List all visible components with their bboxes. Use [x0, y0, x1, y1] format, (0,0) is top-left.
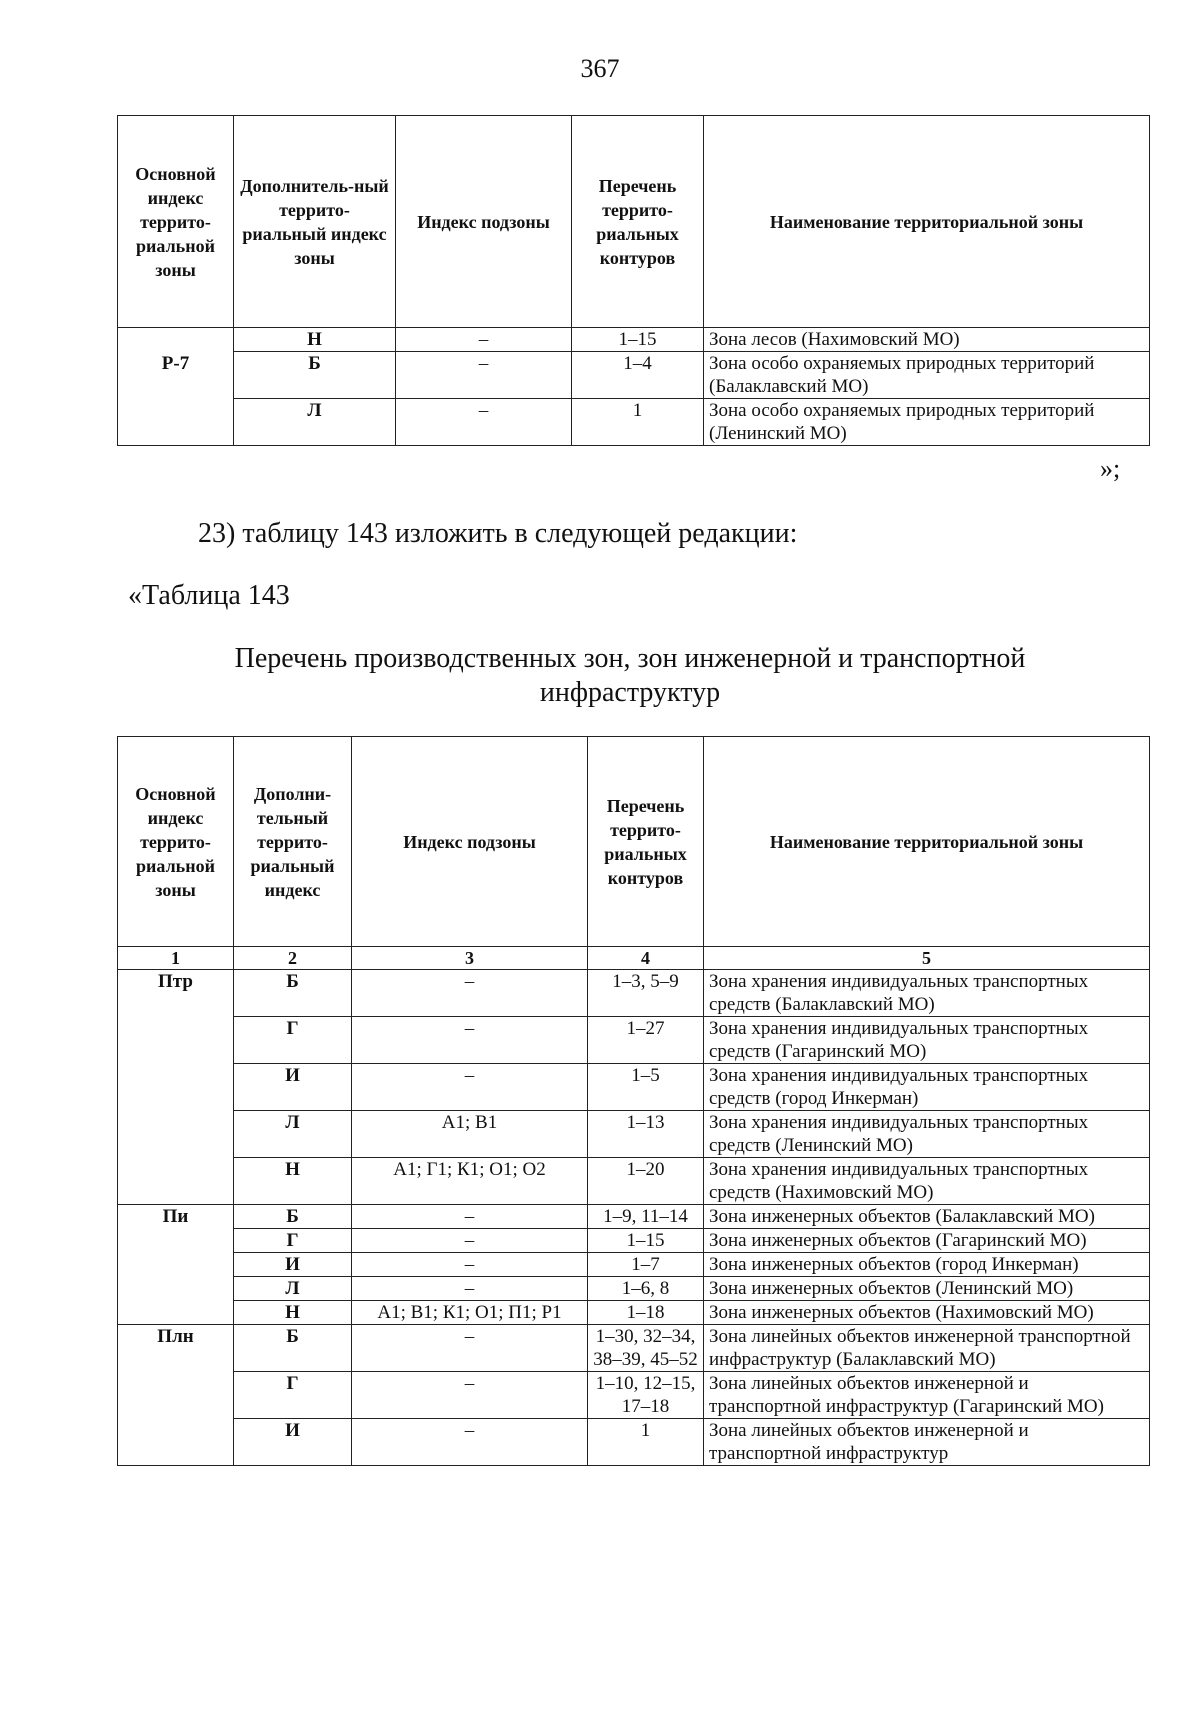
cell-zone-name: Зона инженерных объектов (город Инкерман): [704, 1253, 1150, 1277]
cell-add-index: Л: [234, 1277, 352, 1301]
cell-add-index: Н: [234, 328, 396, 352]
cell-subzone: А1; Г1; К1; О1; О2: [352, 1158, 588, 1205]
cell-main-index: [118, 328, 234, 352]
table-row: [118, 328, 1150, 352]
table-row: [118, 1277, 1150, 1301]
cell-zone-name: Зона хранения индивидуальных транспортных средств (Гагаринский МО): [704, 1017, 1150, 1064]
cell-subzone: –: [396, 352, 572, 399]
cell-subzone: –: [352, 1277, 588, 1301]
cell-contours: 1–4: [572, 352, 704, 399]
cell-add-index: И: [234, 1064, 352, 1111]
table-zones-r7: [117, 115, 1150, 446]
cell-contours: 1–13: [588, 1111, 704, 1158]
cell-add-index: Л: [234, 1111, 352, 1158]
table-143: [117, 736, 1150, 1466]
cell-main-index: Птр: [118, 970, 234, 1205]
cell-zone-name: Зона линейных объектов инженерной транспортной инфраструктур (Балаклавский МО): [704, 1325, 1150, 1372]
cell-subzone: –: [352, 1325, 588, 1372]
cell-contours: 1–15: [588, 1229, 704, 1253]
cell-add-index: Н: [234, 1158, 352, 1205]
cell-zone-name: Зона инженерных объектов (Ленинский МО): [704, 1277, 1150, 1301]
cell-contours: 1–15: [572, 328, 704, 352]
table-143-body: [118, 970, 1150, 1466]
table-row: [118, 1017, 1150, 1064]
cell-zone-name: Зона линейных объектов инженерной и транспортной инфраструктур: [704, 1419, 1150, 1466]
cell-subzone: –: [352, 1205, 588, 1229]
cell-add-index: Г: [234, 1372, 352, 1419]
cell-add-index: Г: [234, 1017, 352, 1064]
cell-zone-name: Зона инженерных объектов (Балаклавский МО): [704, 1205, 1150, 1229]
table-row: [118, 1064, 1150, 1111]
table-caption-line2: инфраструктур: [539, 677, 721, 708]
column-number-row: [118, 947, 1150, 970]
cell-contours: 1: [588, 1419, 704, 1466]
cell-main-index: Пи: [118, 1205, 234, 1325]
header-zone-name: Наименование территориальной зоны: [704, 737, 1150, 947]
cell-zone-name: Зона хранения индивидуальных транспортных средств (город Инкерман): [704, 1064, 1150, 1111]
cell-contours: 1–20: [588, 1158, 704, 1205]
header-main-index: Основной индекс террито-риальной зоны: [118, 116, 234, 328]
cell-add-index: И: [234, 1419, 352, 1466]
table-header-row: [118, 737, 1150, 947]
cell-subzone: –: [352, 1372, 588, 1419]
cell-contours: 1: [572, 399, 704, 446]
header-contours: Перечень террито-риальных контуров: [588, 737, 704, 947]
col-number: 1: [118, 947, 234, 970]
table-row: [118, 1158, 1150, 1205]
cell-subzone: –: [352, 970, 588, 1017]
cell-zone-name: Зона хранения индивидуальных транспортных средств (Нахимовский МО): [704, 1158, 1150, 1205]
header-main-index: Основной индекс террито-риальной зоны: [118, 737, 234, 947]
cell-contours: 1–30, 32–34, 38–39, 45–52: [588, 1325, 704, 1372]
cell-add-index: Б: [234, 1205, 352, 1229]
header-zone-name: Наименование территориальной зоны: [704, 116, 1150, 328]
col-number: 3: [352, 947, 588, 970]
table-row: [118, 1325, 1150, 1372]
col-number: 2: [234, 947, 352, 970]
cell-contours: 1–5: [588, 1064, 704, 1111]
page-number: 367: [580, 54, 620, 83]
header-subzone-index: Индекс подзоны: [352, 737, 588, 947]
cell-add-index: Б: [234, 352, 396, 399]
cell-main-index: [118, 399, 234, 446]
cell-zone-name: Зона инженерных объектов (Нахимовский МО): [704, 1301, 1150, 1325]
table-row: [118, 1229, 1150, 1253]
cell-contours: 1–7: [588, 1253, 704, 1277]
col-number: 5: [704, 947, 1150, 970]
table-row: [118, 399, 1150, 446]
col-number: 4: [588, 947, 704, 970]
closing-quote: »;: [1100, 454, 1121, 483]
cell-subzone: А1; В1; К1; О1; П1; Р1: [352, 1301, 588, 1325]
table-row: [118, 1111, 1150, 1158]
cell-subzone: А1; В1: [352, 1111, 588, 1158]
table-row: [118, 1253, 1150, 1277]
table-row: [118, 1419, 1150, 1466]
cell-zone-name: Зона хранения индивидуальных транспортных средств (Балаклавский МО): [704, 970, 1150, 1017]
cell-contours: 1–6, 8: [588, 1277, 704, 1301]
cell-contours: 1–3, 5–9: [588, 970, 704, 1017]
cell-zone-name: Зона хранения индивидуальных транспортных средств (Ленинский МО): [704, 1111, 1150, 1158]
cell-zone-name: Зона особо охраняемых природных территорий (Балаклавский МО): [704, 352, 1150, 399]
cell-subzone: –: [352, 1064, 588, 1111]
table-row: [118, 1372, 1150, 1419]
header-subzone-index: Индекс подзоны: [396, 116, 572, 328]
cell-main-index: Р-7: [118, 352, 234, 399]
cell-subzone: –: [396, 328, 572, 352]
table-caption-line1: Перечень производственных зон, зон инженерной и транспортной: [234, 643, 1026, 674]
cell-add-index: Л: [234, 399, 396, 446]
cell-add-index: И: [234, 1253, 352, 1277]
table-header-row: [118, 116, 1150, 328]
cell-add-index: Б: [234, 970, 352, 1017]
table-row: [118, 1205, 1150, 1229]
cell-zone-name: Зона особо охраняемых природных территорий (Ленинский МО): [704, 399, 1150, 446]
cell-contours: 1–10, 12–15, 17–18: [588, 1372, 704, 1419]
cell-contours: 1–27: [588, 1017, 704, 1064]
cell-subzone: –: [396, 399, 572, 446]
table-row: [118, 970, 1150, 1017]
cell-subzone: –: [352, 1017, 588, 1064]
cell-subzone: –: [352, 1253, 588, 1277]
cell-subzone: –: [352, 1419, 588, 1466]
instruction-text: 23) таблицу 143 изложить в следующей редакции:: [198, 518, 798, 549]
cell-contours: 1–18: [588, 1301, 704, 1325]
cell-zone-name: Зона лесов (Нахимовский МО): [704, 328, 1150, 352]
table-row: [118, 1301, 1150, 1325]
header-add-index: Дополни-тельный террито-риальный индекс: [234, 737, 352, 947]
table-row: [118, 352, 1150, 399]
cell-main-index: Плн: [118, 1325, 234, 1466]
header-add-index: Дополнитель-ный террито-риальный индекс зоны: [234, 116, 396, 328]
cell-zone-name: Зона инженерных объектов (Гагаринский МО): [704, 1229, 1150, 1253]
cell-add-index: Г: [234, 1229, 352, 1253]
cell-subzone: –: [352, 1229, 588, 1253]
cell-contours: 1–9, 11–14: [588, 1205, 704, 1229]
cell-add-index: Б: [234, 1325, 352, 1372]
cell-add-index: Н: [234, 1301, 352, 1325]
header-contours: Перечень террито-риальных контуров: [572, 116, 704, 328]
cell-zone-name: Зона линейных объектов инженерной и транспортной инфраструктур (Гагаринский МО): [704, 1372, 1150, 1419]
table-label: «Таблица 143: [128, 580, 290, 611]
